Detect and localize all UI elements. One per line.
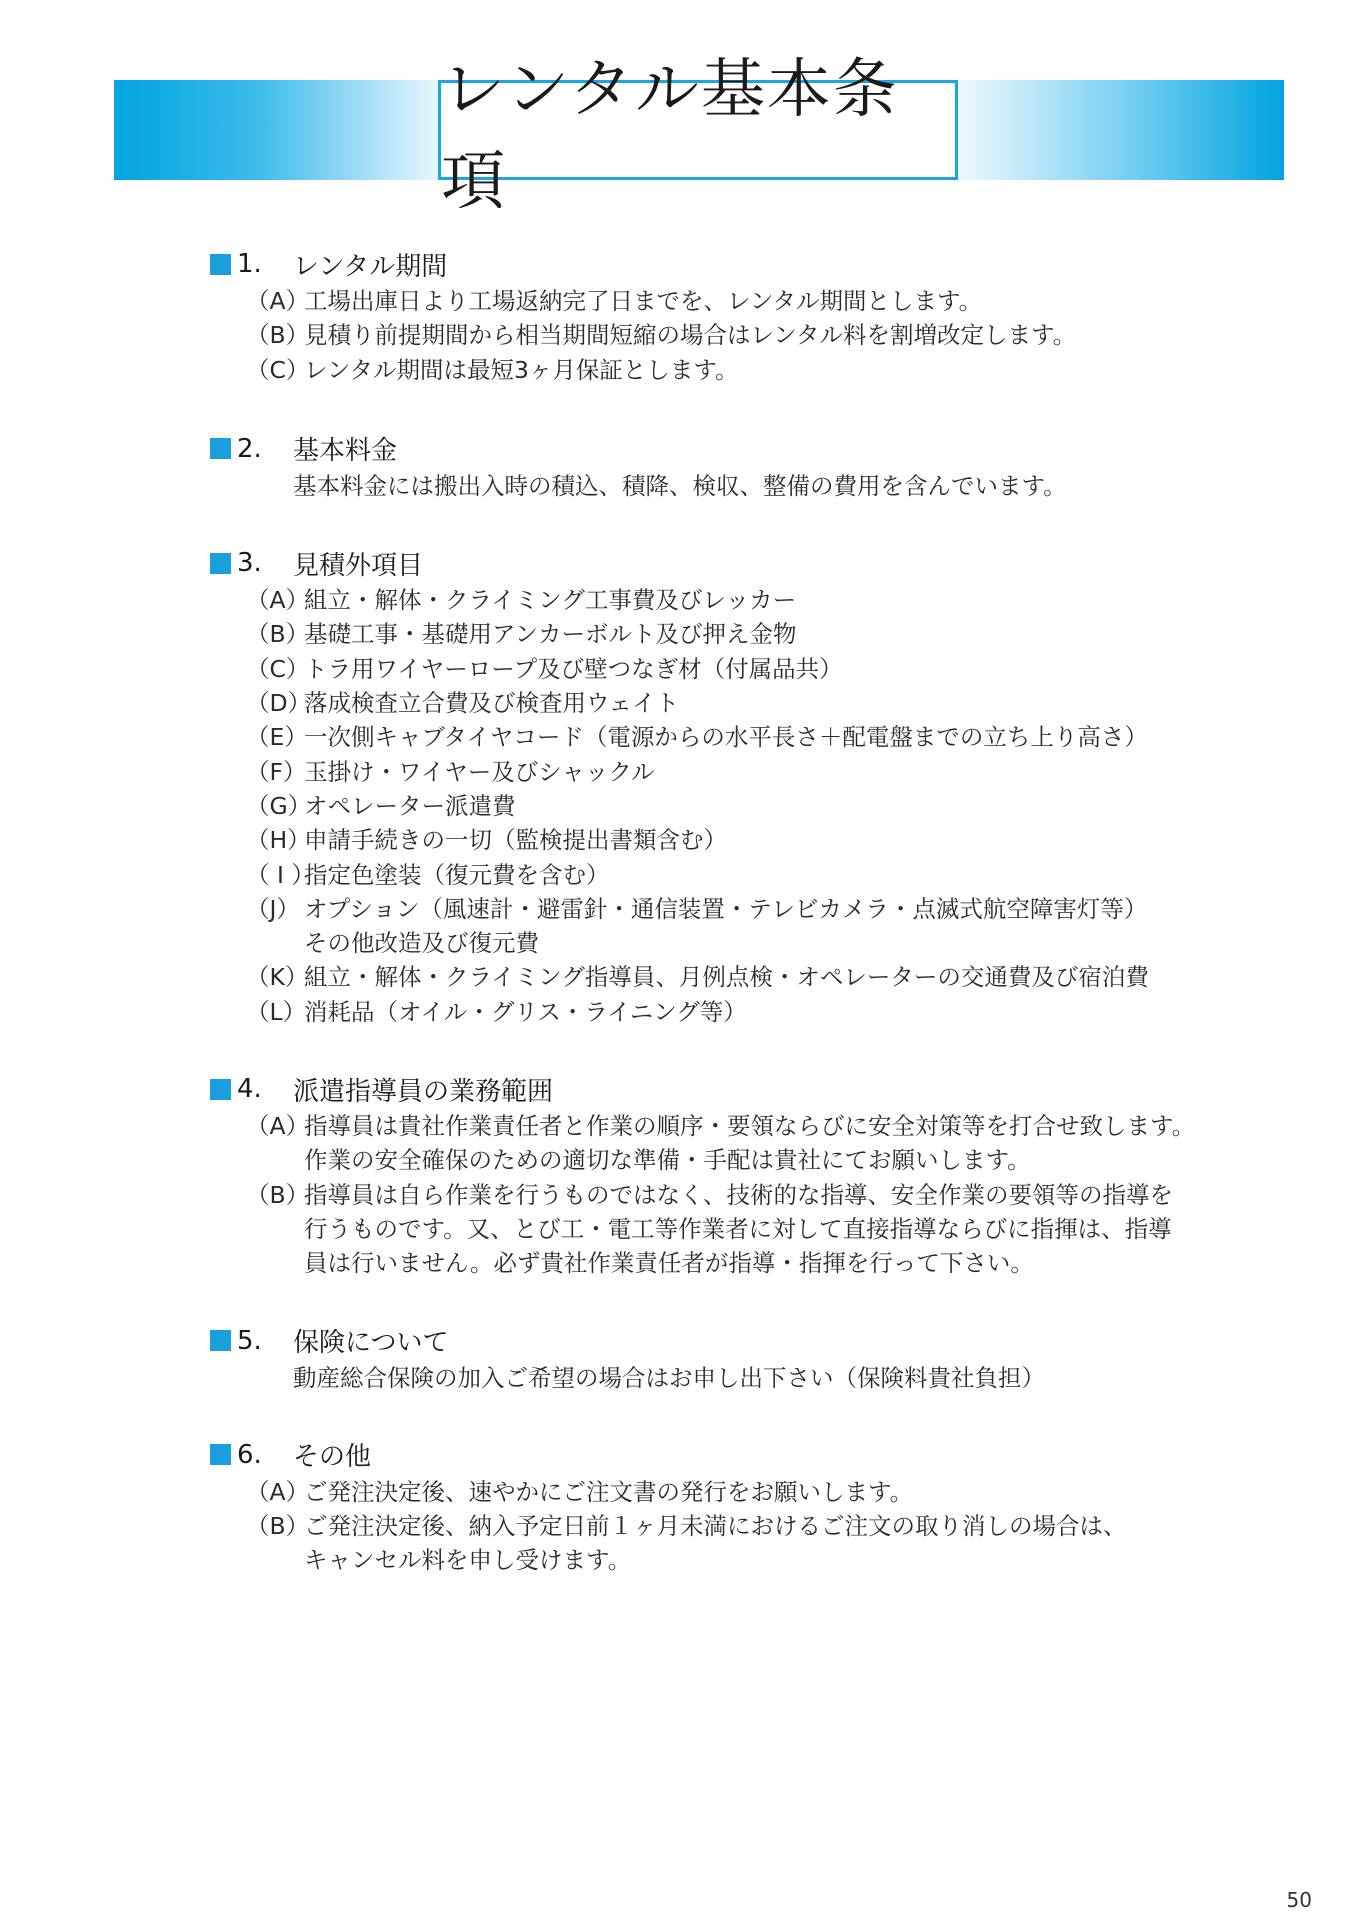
section-heading	[210, 1323, 1290, 1359]
item-text: レンタル期間は最短3ヶ月保証とします。	[304, 355, 739, 384]
list-item-continuation	[210, 1143, 1290, 1177]
item-text: 見積り前提期間から相当期間短縮の場合はレンタル料を割増改定します。	[304, 321, 1077, 350]
page-title: レンタル基本条項	[441, 80, 955, 180]
item-text: 作業の安全確保のための適切な準備・手配は貴社にてお願いします。	[304, 1146, 1031, 1175]
section-number: 5.	[237, 1325, 262, 1356]
section-number: 3.	[237, 548, 262, 579]
item-text: オペレーター派遣費	[304, 791, 516, 820]
section-heading	[210, 246, 1290, 282]
list-item	[210, 1509, 1290, 1543]
item-text: 落成検査立合費及び検査用ウェイト	[304, 689, 680, 718]
item-text: ご発注決定後、速やかにご注文書の発行をお願いします。	[304, 1477, 914, 1506]
square-bullet-icon	[210, 1079, 231, 1100]
section-title: 保険について	[293, 1328, 449, 1359]
list-item	[210, 583, 1290, 617]
list-item-continuation	[210, 1212, 1290, 1246]
list-item	[210, 789, 1290, 823]
item-label: （D）	[246, 689, 312, 718]
item-label: （A）	[246, 1477, 310, 1506]
list-item	[210, 617, 1290, 651]
item-label	[210, 1143, 304, 1177]
square-bullet-icon	[210, 1330, 231, 1351]
section-text: 動産総合保険の加入ご希望の場合はお申し出下さい（保険料貴社負担）	[293, 1363, 1045, 1392]
section-1	[210, 246, 1290, 387]
section-number: 1.	[237, 249, 262, 279]
item-text: 指導員は自ら作業を行うものではなく、技術的な指導、安全作業の要領等の指導を	[304, 1180, 1174, 1209]
item-text: オプション（風速計・避雷針・通信装置・テレビカメラ・点滅式航空障害灯等）	[304, 894, 1148, 923]
item-text: 消耗品（オイル・グリス・ライニング等）	[304, 997, 747, 1026]
section-2	[210, 431, 1290, 503]
item-label: （H）	[246, 826, 311, 855]
section-3	[210, 545, 1290, 1029]
section-title: レンタル期間	[293, 251, 448, 282]
item-label: （C）	[246, 355, 310, 384]
list-item-continuation	[210, 926, 1290, 960]
item-label: （A）	[246, 1112, 310, 1141]
item-label: （ I ）	[246, 860, 315, 889]
item-text: その他改造及び復元費	[304, 929, 539, 958]
section-heading	[210, 431, 1290, 467]
item-text: 員は行いません。必ず貴社作業責任者が指導・指揮を行って下さい。	[304, 1249, 1034, 1278]
item-label: （C）	[246, 654, 310, 683]
list-item	[210, 318, 1290, 352]
list-item	[210, 858, 1290, 892]
list-item	[210, 1178, 1290, 1212]
item-label: （G）	[246, 791, 312, 820]
item-text: トラ用ワイヤーロープ及び壁つなぎ材（付属品共）	[304, 654, 843, 683]
item-text: 行うものです。又、とび工・電工等作業者に対して直接指導ならびに指揮は、指導	[304, 1214, 1172, 1243]
page-number: 50	[1286, 1888, 1312, 1912]
item-text: 玉掛け・ワイヤー及びシャックル	[304, 757, 655, 786]
item-label: （K）	[246, 963, 309, 992]
item-label	[210, 1246, 304, 1280]
item-label	[210, 926, 304, 960]
item-label: （E）	[246, 723, 308, 752]
item-text: 組立・解体・クライミング指導員、月例点検・オペレーターの交通費及び宿泊費	[304, 963, 1149, 992]
item-text: 工場出庫日より工場返納完了日までを、レンタル期間とします。	[304, 287, 983, 315]
item-label: （B）	[246, 1512, 310, 1541]
item-label: （F）	[246, 757, 307, 786]
list-item-continuation	[210, 1543, 1290, 1577]
item-text: 申請手続きの一切（監検提出書類含む）	[304, 826, 727, 855]
list-item	[210, 720, 1290, 754]
item-text: 組立・解体・クライミング工事費及びレッカー	[304, 586, 797, 615]
list-item	[210, 686, 1290, 720]
square-bullet-icon	[210, 254, 231, 275]
section-title: 基本料金	[293, 436, 398, 467]
section-title: その他	[293, 1442, 372, 1473]
square-bullet-icon	[210, 1444, 231, 1465]
list-item	[210, 823, 1290, 857]
item-text: 指導員は貴社作業責任者と作業の順序・要領ならびに安全対策等を打合せ致します。	[304, 1112, 1196, 1141]
section-6	[210, 1437, 1290, 1578]
item-label: （L）	[246, 997, 307, 1026]
section-heading	[210, 545, 1290, 581]
section-title: 派遣指導員の業務範囲	[293, 1076, 554, 1107]
section-4	[210, 1071, 1290, 1280]
list-item	[210, 284, 1290, 318]
list-item	[210, 1475, 1290, 1509]
item-label: （B）	[246, 620, 310, 649]
section-number: 2.	[237, 433, 262, 464]
section-heading	[210, 1437, 1290, 1473]
item-label: （A）	[246, 586, 310, 615]
section-number: 4.	[237, 1074, 262, 1105]
item-label: （B）	[246, 1180, 310, 1209]
section-heading	[210, 1071, 1290, 1107]
item-label: （A）	[246, 287, 310, 315]
list-item	[210, 353, 1290, 387]
section-5	[210, 1323, 1290, 1395]
list-item-continuation	[210, 1246, 1290, 1280]
list-item	[210, 652, 1290, 686]
item-text: 指定色塗装（復元費を含む）	[304, 860, 610, 889]
item-label	[210, 1543, 304, 1577]
banner-left-gradient	[114, 80, 441, 180]
list-item	[210, 960, 1290, 994]
title-banner	[114, 53, 1284, 219]
item-label: （B）	[246, 321, 310, 350]
list-item	[210, 995, 1290, 1029]
section-number: 6.	[237, 1439, 262, 1470]
item-text: 一次側キャブタイヤコード（電源からの水平長さ＋配電盤までの立ち上り高さ）	[304, 723, 1148, 752]
section-title: 見積外項目	[293, 550, 424, 581]
item-label	[210, 1212, 304, 1246]
banner-right-gradient	[955, 80, 1284, 180]
square-bullet-icon	[210, 553, 231, 574]
list-item	[210, 892, 1290, 926]
item-label: （J）	[246, 894, 300, 923]
item-text: キャンセル料を申し受けます。	[304, 1546, 632, 1575]
item-text: ご発注決定後、納入予定日前１ヶ月未満におけるご注文の取り消しの場合は、	[304, 1512, 1127, 1541]
list-item	[210, 755, 1290, 789]
square-bullet-icon	[210, 438, 231, 459]
terms-content	[210, 246, 1290, 1578]
section-text: 基本料金には搬出入時の積込、積降、検収、整備の費用を含んでいます。	[293, 471, 1067, 500]
list-item	[210, 1109, 1290, 1143]
item-text: 基礎工事・基礎用アンカーボルト及び押え金物	[304, 620, 797, 649]
